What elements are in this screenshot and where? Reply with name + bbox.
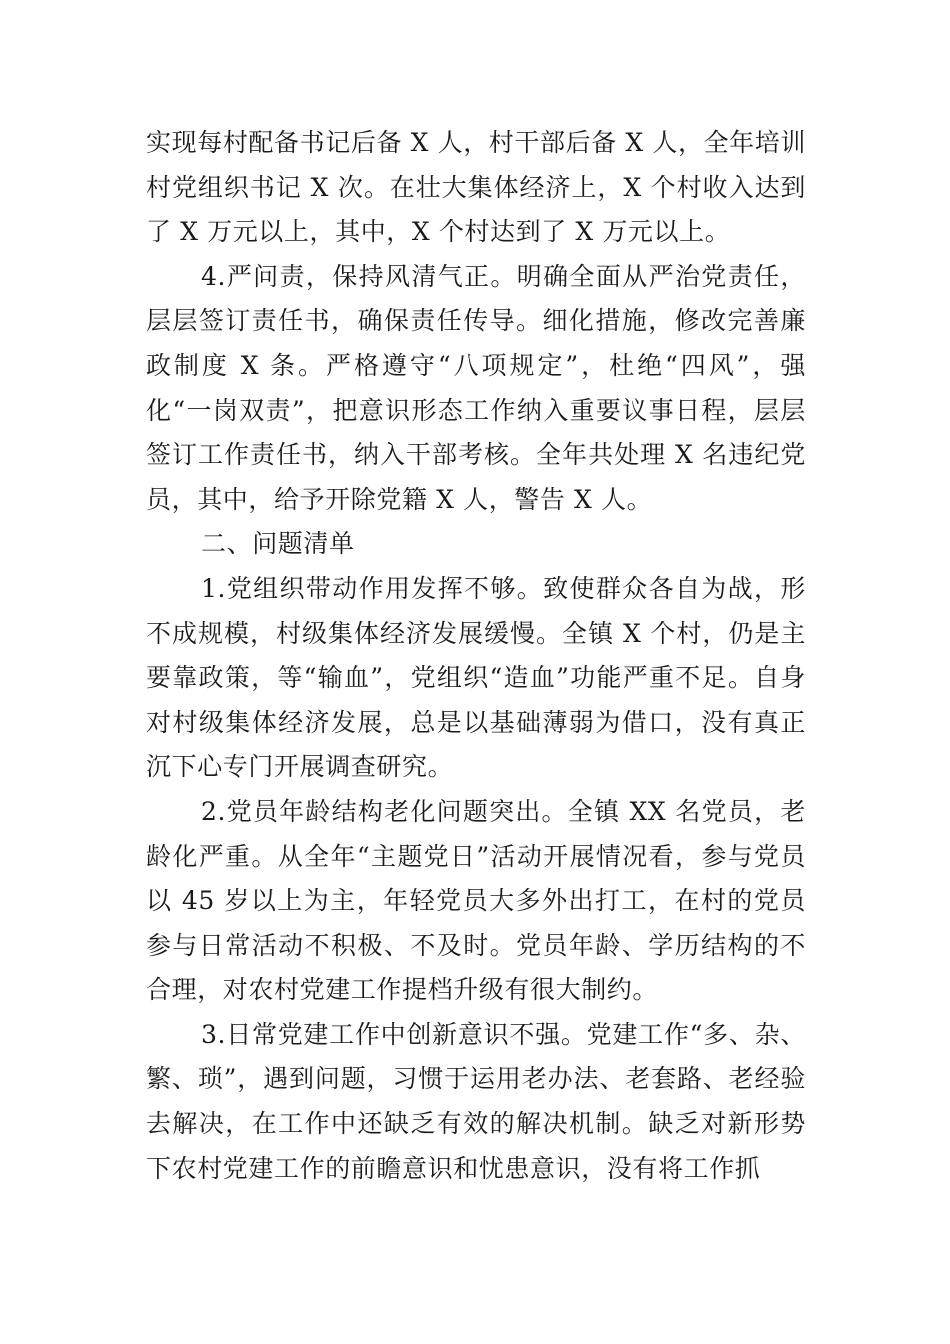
document-body: [146, 121, 806, 1191]
section-heading-problem-list: 二、问题清单: [201, 529, 355, 559]
paragraph-item-4: 4.严问责，保持风清气正。明确全面从严治党责任，层层签订责任书，确保责任传导。细化措施，修改完善廉政制度 X 条。严格遵守“八项规定”，杜绝“四风”，强化“一岗双责”，把意识形态工作纳入重要议事日程，层层签订工作责任书，纳入干部考核。全年共处理 X 名违纪党员，其中，给予开除党籍 X 人，警告 X 人。: [146, 261, 806, 514]
paragraph-problem-2: 2.党员年龄结构老化问题突出。全镇 XX 名党员，老龄化严重。从全年“主题党日”活动开展情况看，参与党员以 45 岁以上为主，年轻党员大多外出打工，在村的党员参与日常活动不积极、不及时。党员年龄、学历结构的不合理，对农村党建工作提档升级有很大制约。: [146, 796, 806, 1005]
paragraph-continuation: 实现每村配备书记后备 X 人，村干部后备 X 人，全年培训村党组织书记 X 次。在壮大集体经济上，X 个村收入达到了 X 万元以上，其中，X 个村达到了 X 万元以上。: [146, 128, 806, 247]
paragraph-problem-3: 3.日常党建工作中创新意识不强。党建工作“多、杂、繁、琐”，遇到问题，习惯于运用老办法、老套路、老经验去解决，在工作中还缺乏有效的解决机制。缺乏对新形势下农村党建工作的前瞻意识和忧患意识，没有将工作抓: [146, 1019, 806, 1183]
paragraph-problem-1: 1.党组织带动作用发挥不够。致使群众各自为战，形不成规模，村级集体经济发展缓慢。全镇 X 个村，仍是主要靠政策，等“输血”，党组织“造血”功能严重不足。自身对村级集体经济发展，总是以基础薄弱为借口，没有真正沉下心专门开展调查研究。: [146, 573, 806, 782]
